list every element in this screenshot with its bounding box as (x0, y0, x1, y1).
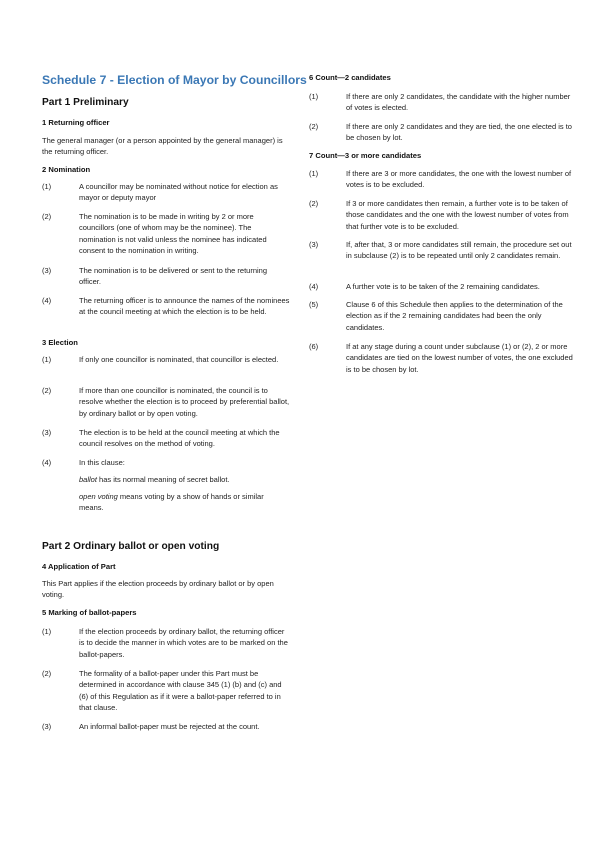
definition-text: has its normal meaning of secret ballot. (96, 475, 230, 484)
item-text: If there are only 2 candidates and they are tied, the one elected is to be chosen by lot. (346, 122, 572, 143)
item-number: (1) (42, 627, 52, 636)
clause7-item-5 (309, 299, 577, 333)
item-text: Clause 6 of this Schedule then applies to the determination of the election as if the 2 remaining candidates had been the only candidates. (346, 300, 563, 332)
item-text: An informal ballot-paper must be rejected at the count. (79, 722, 260, 731)
clause3-heading: 3 Election (42, 338, 78, 347)
clause3-item-1 (42, 354, 290, 365)
part2-heading: Part 2 Ordinary ballot or open voting (42, 541, 220, 552)
item-text: If there are only 2 candidates, the candidate with the higher number of votes is elected. (346, 92, 571, 113)
clause5-item-2 (42, 668, 290, 713)
item-text: If more than one councillor is nominated, the council is to resolve whether the election is to proceed by preferential ballot, by ordinary ballot or by open voting. (79, 386, 290, 418)
clause1-text: The general manager (or a person appointed by the general manager) is the returning officer. (42, 136, 283, 157)
part1-heading: Part 1 Preliminary (42, 97, 129, 108)
item-number: (6) (309, 342, 319, 351)
item-text: If there are 3 or more candidates, the one with the lowest number of votes is to be excluded. (346, 169, 572, 190)
item-number: (4) (42, 458, 52, 467)
clause6-item-2 (309, 121, 577, 144)
item-number: (3) (42, 428, 52, 437)
item-text: A further vote is to be taken of the 2 remaining candidates. (346, 282, 540, 291)
item-number: (1) (42, 355, 52, 364)
definition-text: means voting by a show of hands or similar means. (79, 492, 264, 513)
clause6-item-1 (309, 91, 577, 114)
clause4-text: This Part applies if the election proceeds by ordinary ballot or by open voting. (42, 579, 274, 600)
clause3-item-2 (42, 385, 290, 419)
clause7-item-3 (309, 239, 577, 262)
item-number: (3) (309, 240, 319, 249)
item-text: The returning officer is to announce the names of the nominees at the council meeting at which the election is to be held. (79, 296, 290, 317)
clause5-item-1 (42, 626, 290, 660)
clause4-heading: 4 Application of Part (42, 562, 116, 571)
definition-term: open voting (79, 492, 118, 501)
item-number: (4) (42, 296, 52, 305)
item-number: (1) (42, 182, 52, 191)
item-number: (4) (309, 282, 319, 291)
clause7-item-2 (309, 198, 577, 232)
item-number: (2) (309, 122, 319, 131)
item-text: In this clause: (79, 458, 125, 467)
schedule-title: Schedule 7 - Election of Mayor by Councillors (42, 73, 307, 87)
clause3-item-4 (42, 457, 290, 468)
item-text: If, after that, 3 or more candidates still remain, the procedure set out in subclause (2) is to be repeated until only 2 candidates remain. (346, 240, 572, 261)
item-text: The election is to be held at the council meeting at which the council resolves on the method of voting. (79, 428, 280, 449)
clause2-item-4 (42, 295, 290, 318)
clause2-item-1 (42, 181, 290, 204)
clause5-heading: 5 Marking of ballot-papers (42, 608, 137, 617)
item-text: If 3 or more candidates then remain, a further vote is to be taken of those candidates and the one with the lowest number of votes from that further vote is to be excluded. (346, 199, 569, 231)
clause2-item-3 (42, 265, 290, 288)
clause6-heading: 6 Count—2 candidates (309, 73, 391, 82)
clause7-heading: 7 Count—3 or more candidates (309, 151, 422, 160)
clause7-item-4 (309, 281, 577, 292)
clause5-item-3 (42, 721, 290, 732)
clause7-item-1 (309, 168, 577, 191)
item-text: The nomination is to be delivered or sent to the returning officer. (79, 266, 268, 287)
item-text: If the election proceeds by ordinary ballot, the returning officer is to decide the manner in which votes are to be marked on the ballot-papers. (79, 627, 288, 659)
definition-ballot (42, 474, 290, 485)
item-number: (3) (42, 722, 52, 731)
clause3-item-3 (42, 427, 290, 450)
clause1-heading: 1 Returning officer (42, 118, 110, 127)
item-number: (2) (42, 212, 52, 221)
item-number: (1) (309, 92, 319, 101)
item-number: (5) (309, 300, 319, 309)
definition-term: ballot (79, 475, 97, 484)
item-text: A councillor may be nominated without notice for election as mayor or deputy mayor (79, 182, 278, 203)
item-number: (2) (42, 669, 52, 678)
item-text: If only one councillor is nominated, that councillor is elected. (79, 355, 279, 364)
item-text: If at any stage during a count under subclause (1) or (2), 2 or more candidates are tied on the lowest number of votes, the one excluded is to be chosen by lot. (346, 342, 573, 374)
clause7-item-6 (309, 341, 577, 375)
item-number: (3) (42, 266, 52, 275)
item-text: The formality of a ballot-paper under this Part must be determined in accordance with clause 345 (1) (b) and (c) and (6) of this Regulation as if it were a ballot-paper referred to in that clause. (79, 669, 282, 712)
clause2-item-2 (42, 211, 290, 256)
definition-open-voting (42, 491, 290, 514)
item-number: (2) (42, 386, 52, 395)
item-number: (1) (309, 169, 319, 178)
clause2-heading: 2 Nomination (42, 165, 91, 174)
item-number: (2) (309, 199, 319, 208)
item-text: The nomination is to be made in writing by 2 or more councillors (one of whom may be the nominee). The nomination is not valid unless the nominee has indicated consent to the nomination in writing. (79, 212, 267, 255)
